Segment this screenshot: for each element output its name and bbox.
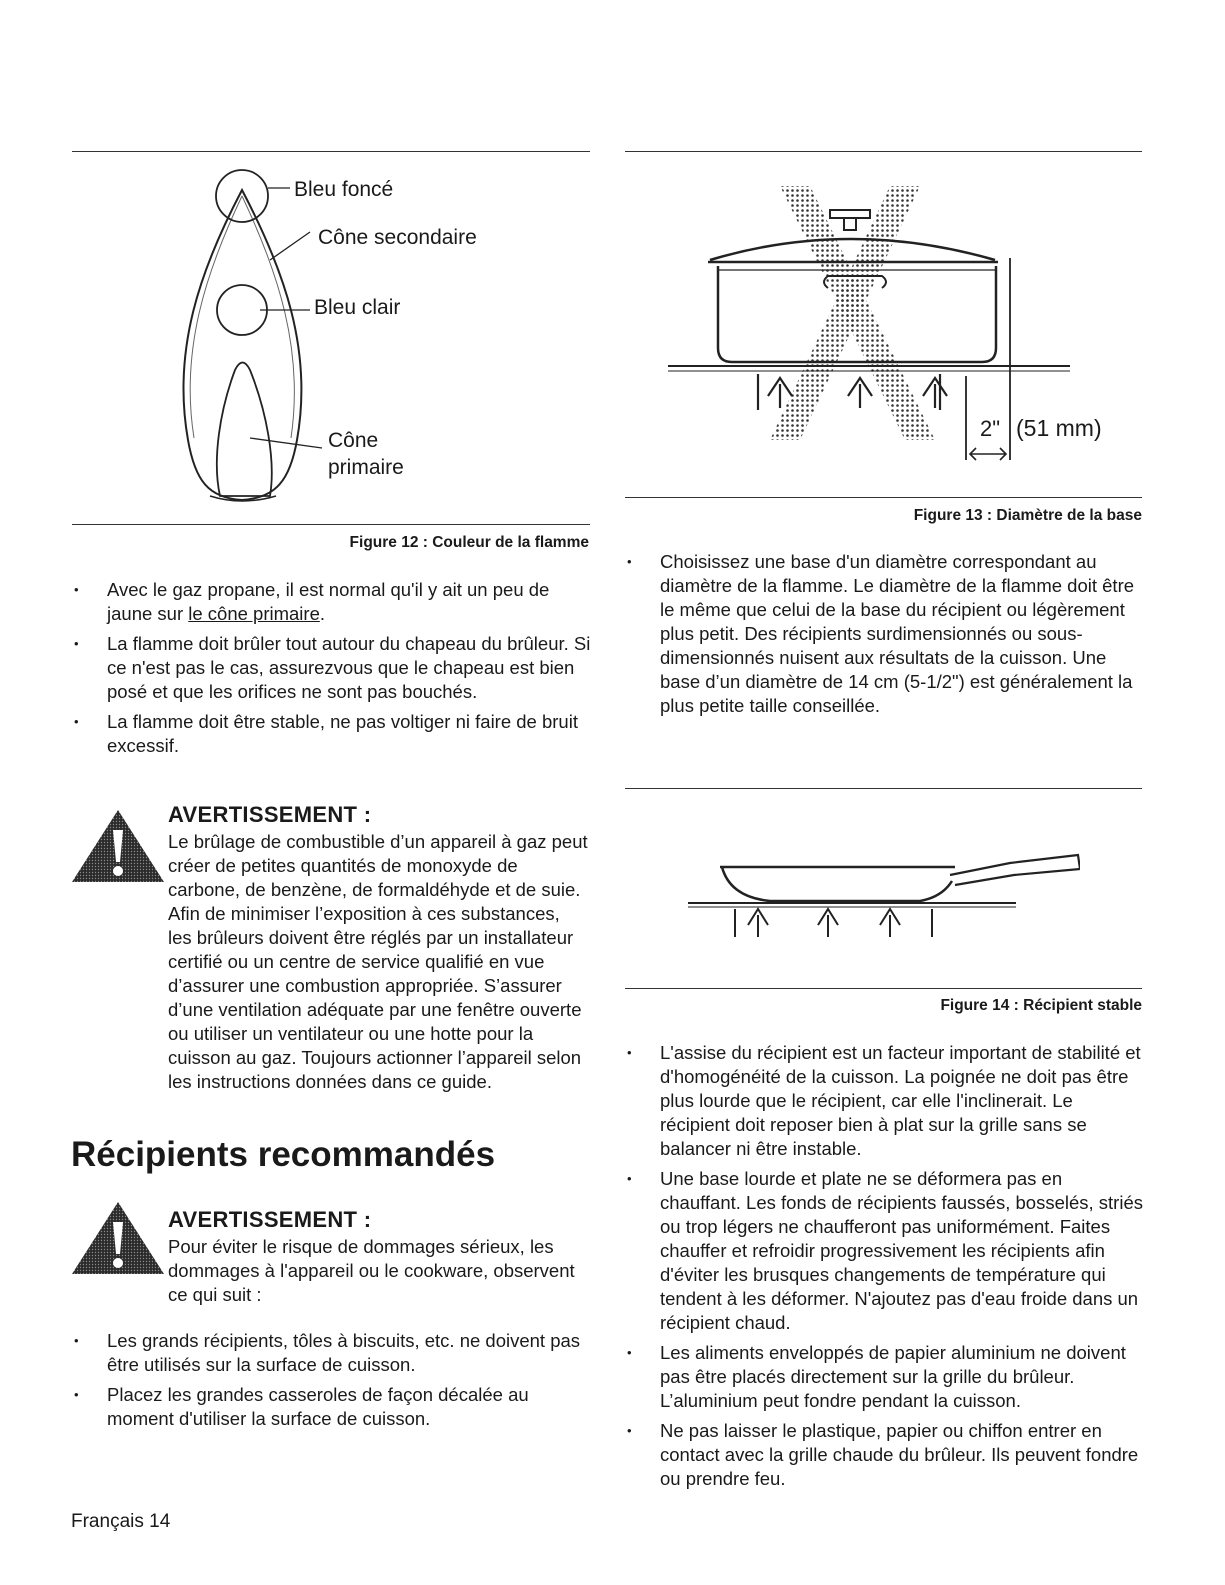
label-primary-cone-2: primaire (328, 456, 404, 479)
section-heading: Récipients recommandés (71, 1135, 496, 1174)
figure12-caption: Figure 12 : Couleur de la flamme (349, 534, 589, 551)
figure13-caption: Figure 13 : Diamètre de la base (913, 507, 1142, 524)
figure14-caption: Figure 14 : Récipient stable (940, 997, 1142, 1014)
figure13-bottom-rule (625, 497, 1142, 498)
page-footer: Français 14 (71, 1511, 171, 1532)
pot-diameter-diagram (660, 178, 1130, 478)
figure14-top-rule (625, 788, 1142, 789)
warning-triangle-icon (70, 808, 166, 884)
pan-body (722, 867, 952, 901)
dimension-mm: (51 mm) (1016, 415, 1102, 441)
flame-color-diagram (150, 160, 530, 510)
underlined-text: le cône primaire (188, 603, 320, 624)
flame-bullet-list (71, 578, 591, 764)
list-item: • L'assise du récipient est un facteur important de stabilité et d'homogénéité de la cuisson. La poignée ne doit pas être plus lourde que le récipient, car elle l'inclinerait. Le récipient doit reposer bien à plat sur la grille sans se balancer ni être instable. (624, 1041, 1144, 1161)
pan-handle (950, 855, 1080, 885)
dimension-inch: 2" (980, 416, 1001, 441)
figure13-top-rule (625, 151, 1142, 152)
label-light-blue: Bleu clair (314, 296, 401, 319)
label-secondary-cone: Cône secondaire (318, 226, 477, 249)
figure12-bottom-rule (72, 524, 590, 525)
inner-flame-shape (217, 363, 272, 497)
list-item: • Ne pas laisser le plastique, papier ou chiffon entrer en contact avec la grille chaude du brûleur. Ils peuvent fondre ou prendre feu. (624, 1419, 1144, 1491)
warning-triangle-icon (70, 1200, 166, 1276)
list-item: • Une base lourde et plate ne se déformera pas en chauffant. Les fonds de récipients faussés, bosselés, striés ou trop légers ne chaufferont pas uniformément. Faites chauffer et refroidir progressivement les récipients afin d'éviter les brusques changements de température qui tendent à les déformer. N'ajoutez pas d'eau froide dans un récipient chaud. (624, 1167, 1144, 1335)
list-item: • Les aliments enveloppés de papier aluminium ne doivent pas être placés directement sur la grille du brûleur. L’aluminium peut fondre pendant la cuisson. (624, 1341, 1144, 1413)
warning1-text: Le brûlage de combustible d’un appareil à gaz peut créer de petites quantités de monoxyde de carbone, de benzène, de formaldéhyde et de suie. Afin de minimiser l’exposition à ces substances, les brûleurs doivent être réglés par un installateur certifié ou un centre de service qualifié en vue d’assurer une combustion appropriée. S’assurer d’une ventilation adéquate par une fenêtre ouverte ou utiliser un ventilateur ou une hotte pour la cuisson au gaz. Toujours actionner l’appareil selon les instructions données dans ce guide. (168, 831, 588, 1092)
list-item: • Placez les grandes casseroles de façon décalée au moment d'utiliser la surface de cuisson. (71, 1383, 591, 1431)
stable-pan-diagram (680, 845, 1080, 945)
label-dark-blue: Bleu foncé (294, 178, 394, 201)
warning1-title: AVERTISSEMENT : (168, 802, 372, 827)
list-item: • Les grands récipients, tôles à biscuits, etc. ne doivent pas être utilisés sur la surface de cuisson. (71, 1329, 591, 1377)
list-item: • La flamme doit brûler tout autour du chapeau du brûleur. Si ce n'est pas le cas, assurezvous que le chapeau est bien posé et que les orifices ne sont pas bouchés. (71, 632, 591, 704)
cookware-bullet-list (71, 1329, 591, 1437)
list-item: • Avec le gaz propane, il est normal qu'il y ait un peu de jaune sur le cône primaire. (71, 578, 591, 626)
list-item: • Choisissez une base d'un diamètre correspondant au diamètre de la flamme. Le diamètre de la flamme doit être le même que celui de la base du récipient ou légèrement plus petit. Des récipients surdimensionnés ou sous-dimensionnés nuisent aux résultats de la cuisson. Une base d’un diamètre de 14 cm (5-1/2") est généralement la plus petite taille conseillée. (624, 550, 1144, 718)
light-blue-circle (217, 285, 267, 335)
warning2-title: AVERTISSEMENT : (168, 1207, 372, 1232)
outer-flame-shape (183, 190, 301, 500)
figure14-bottom-rule (625, 988, 1142, 989)
list-item: • La flamme doit être stable, ne pas voltiger ni faire de bruit excessif. (71, 710, 591, 758)
label-primary-cone-1: Cône (328, 429, 379, 452)
stability-bullet-list (624, 1041, 1144, 1497)
figure12-top-rule (72, 151, 590, 152)
diameter-bullet-list (624, 550, 1144, 724)
warning2-text: Pour éviter le risque de dommages sérieux, les dommages à l'appareil ou le cookware, observent ce qui suit : (168, 1236, 575, 1305)
